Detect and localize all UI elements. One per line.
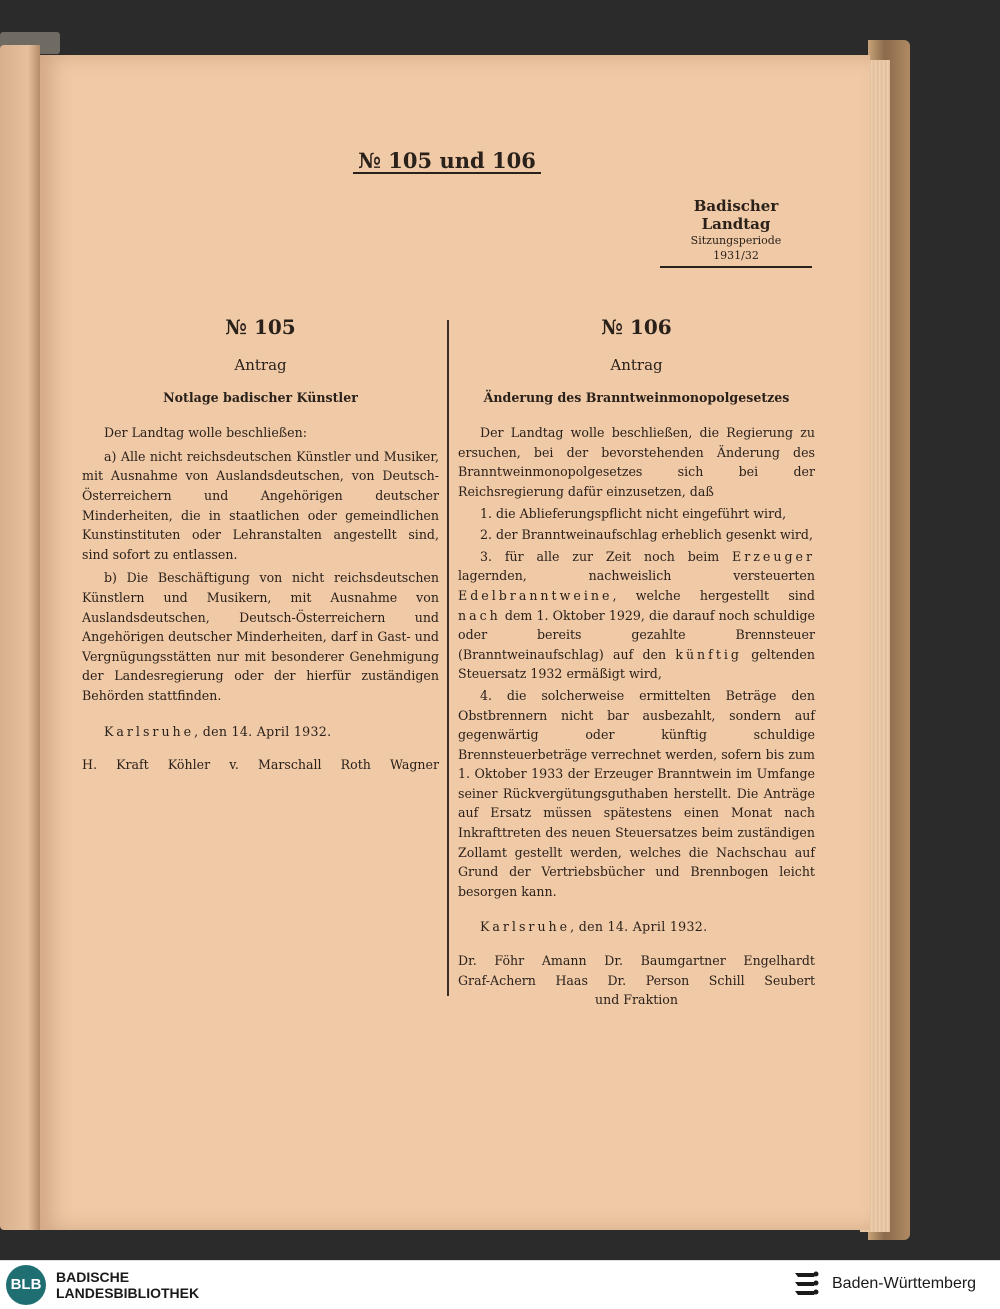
- item3-emphasis-producer: Erzeuger: [732, 548, 815, 564]
- motion-paragraph-a: a) Alle nicht reichsdeutschen Künstler und Musiker, mit Ausnahme von Auslandsdeutschen, von Deutsch-Österreichern und Angehörigen deutscher Minderheiten, die in staatlichen oder gemeindlichen Kunstinstituten oder Lehranstalten angestellt sind, sind sofort zu entlassen.: [82, 448, 439, 562]
- motion-signers: H. Kraft Köhler v. Marschall Roth Wagner: [82, 757, 439, 773]
- item3-text-g: dem 1. Oktober 1929, die darauf noch schuldige oder bereits gezahlte Brennsteuer (Branntweinaufschlag) auf den: [458, 607, 815, 662]
- motion-place: Karlsruhe: [480, 919, 571, 935]
- item3-emphasis-spirits: Edelbranntweine: [458, 587, 613, 603]
- document-number-heading: № 105 und 106: [353, 148, 541, 174]
- state-name[interactable]: Baden-Württemberg: [832, 1275, 977, 1292]
- facing-page-edge: [0, 45, 40, 1230]
- motion-paragraph-b: b) Die Beschäftigung von nicht reichsdeutschen Künstlern und Musikern, mit Ausnahme von Auslandsdeutschen, Deutsch-Österreichern und Angehörigen deutscher Minderheiten, darf in Gast- und Vergnügungsstätten nur mit besonderer Genehmigung der Landesregierung oder der hierfür zuständigen Behörden stattfinden.: [82, 570, 439, 703]
- column-divider: [447, 320, 449, 996]
- item3-emphasis-future: künftig: [675, 646, 742, 662]
- blb-logo[interactable]: BLB: [6, 1265, 46, 1305]
- landtag-rule: [660, 266, 812, 268]
- motion-106-column: [458, 315, 815, 1010]
- item3-text-i: geltenden Steuersatz 1932 ermäßigt wird,: [458, 646, 815, 682]
- item3-text-c: lagernden, nachweislich versteuerten: [458, 568, 815, 584]
- motion-item-3: [458, 547, 815, 684]
- motion-signers-line-2: Graf-Achern Haas Dr. Person Schill Seubert: [458, 972, 815, 988]
- baden-wuerttemberg-lions-icon: [792, 1269, 822, 1303]
- motion-place: Karlsruhe: [104, 723, 195, 739]
- motion-date: , den 14. April 1932.: [194, 723, 332, 739]
- motion-number: № 106: [601, 315, 672, 339]
- motion-date-line: [458, 917, 815, 937]
- motion-item-4: 4. die solcherweise ermittelten Beträge den Obstbrennern nicht bar ausbezahlt, sondern auf gegenwärtig oder künftig schuldige Brennsteuerbeträge verrechnet werden, sofern bis zum 1. Oktober 1933 der Erzeuger Branntwein im Umfange seiner Rückvergütungsguthaben herstellt. Die Anträge auf Ersatz müssen spätestens einen Monat nach Inkrafttreten des neuen Steuersatzes beim zuständigen Zollamt gestellt werden, welches die Nachschau auf Grund der Vertriebsbücher und Brennbogen leicht besorgen kann.: [458, 687, 815, 899]
- library-name-line-1: BADISCHE: [56, 1269, 130, 1285]
- motion-date-line: [82, 722, 439, 742]
- motion-signers-line-3: und Fraktion: [595, 992, 678, 1008]
- motion-105-column: [82, 315, 439, 775]
- motion-number: № 105: [225, 315, 296, 339]
- motion-subject: Notlage badischer Künstler: [163, 389, 358, 405]
- landtag-years: 1931/32: [713, 249, 759, 262]
- viewer-footer: [0, 1260, 1000, 1309]
- motion-intro: Der Landtag wolle beschließen, die Regierung zu ersuchen, bei der bevorstehenden Änderung des Branntweinmonopolgesetzes sich bei der Reichsregierung dafür einzusetzen, daß: [458, 425, 815, 499]
- motion-item-2: 2. der Branntweinaufschlag erheblich gesenkt wird,: [480, 527, 813, 543]
- motion-item-1: 1. die Ablieferungspflicht nicht eingeführt wird,: [480, 505, 787, 521]
- motion-type: Antrag: [610, 356, 663, 374]
- motion-type: Antrag: [234, 356, 287, 374]
- motion-signers-line-1: Dr. Föhr Amann Dr. Baumgartner Engelhardt: [458, 953, 815, 969]
- motion-intro: Der Landtag wolle beschließen:: [104, 425, 307, 441]
- motion-date: , den 14. April 1932.: [570, 919, 708, 935]
- landtag-stamp: [660, 197, 812, 268]
- item3-text-a: 3. für alle zur Zeit noch beim: [480, 548, 720, 564]
- item3-text-e: , welche hergestellt sind: [612, 587, 815, 603]
- library-name-line-2: LANDESBIBLIOTHEK: [56, 1285, 200, 1301]
- landtag-title: Badischer Landtag: [693, 197, 779, 233]
- library-name[interactable]: [56, 1269, 199, 1301]
- landtag-session: Sitzungsperiode: [690, 234, 782, 247]
- motion-subject: Änderung des Branntweinmonopolgesetzes: [483, 389, 790, 405]
- item3-emphasis-after: nach: [458, 607, 501, 623]
